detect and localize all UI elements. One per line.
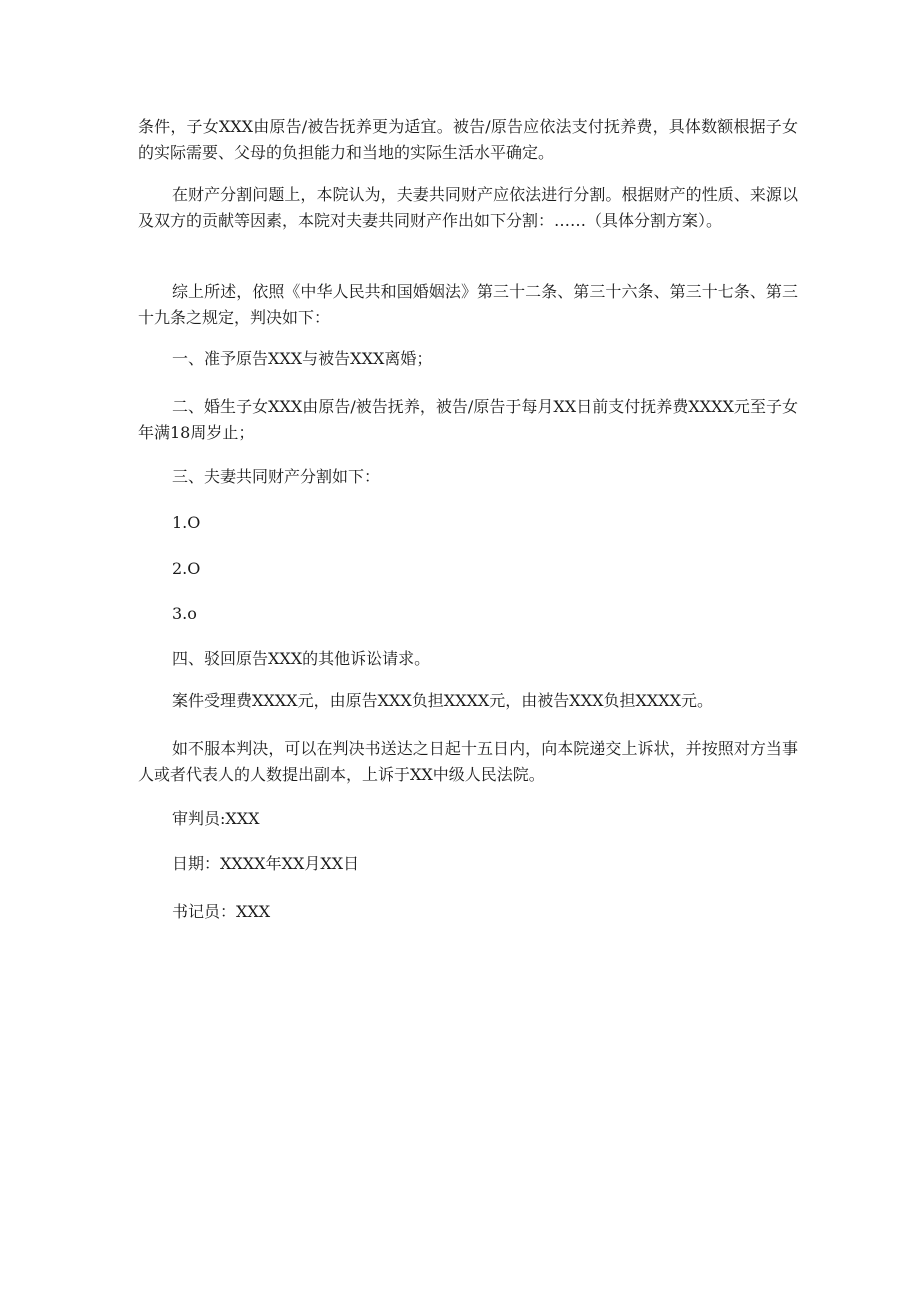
signature-judge: 审判员:XXX [172,809,260,828]
paragraph-court-fees: 案件受理费XXXX元，由原告XXX负担XXXX元，由被告XXX负担XXXX元。 [172,691,714,710]
paragraph-legal-basis: 综上所述，依照《中华人民共和国婚姻法》第三十二条、第三十六条、第三十七条、第三十九条之规定，判决如下： [138,282,798,327]
verdict-item-dismiss: 四、驳回原告XXX的其他诉讼请求。 [172,649,431,668]
property-item-3: 3.o [172,604,197,623]
paragraph-property-division: 在财产分割问题上，本院认为，夫妻共同财产应依法进行分割。根据财产的性质、来源以及双方的贡献等因素，本院对夫妻共同财产作出如下分割：……（具体分割方案）。 [138,185,798,230]
paragraph-custody-reasoning: 条件，子女XXX由原告/被告抚养更为适宜。被告/原告应依法支付抚养费，具体数额根据子女的实际需要、父母的负担能力和当地的实际生活水平确定。 [138,117,798,162]
signature-clerk: 书记员：XXX [172,902,271,921]
verdict-item-property: 三、夫妻共同财产分割如下： [172,467,381,486]
paragraph-appeal-notice: 如不服本判决，可以在判决书送达之日起十五日内，向本院递交上诉状，并按照对方当事人或者代表人的人数提出副本，上诉于XX中级人民法院。 [138,739,798,784]
verdict-item-custody: 二、婚生子女XXX由原告/被告抚养，被告/原告于每月XX日前支付抚养费XXXX元至子女年满18周岁止； [138,397,798,442]
verdict-item-divorce: 一、准予原告XXX与被告XXX离婚； [172,349,433,368]
property-item-2: 2.O [172,559,201,578]
signature-date: 日期：XXXX年XX月XX日 [172,854,360,873]
property-item-1: 1.O [172,513,201,532]
